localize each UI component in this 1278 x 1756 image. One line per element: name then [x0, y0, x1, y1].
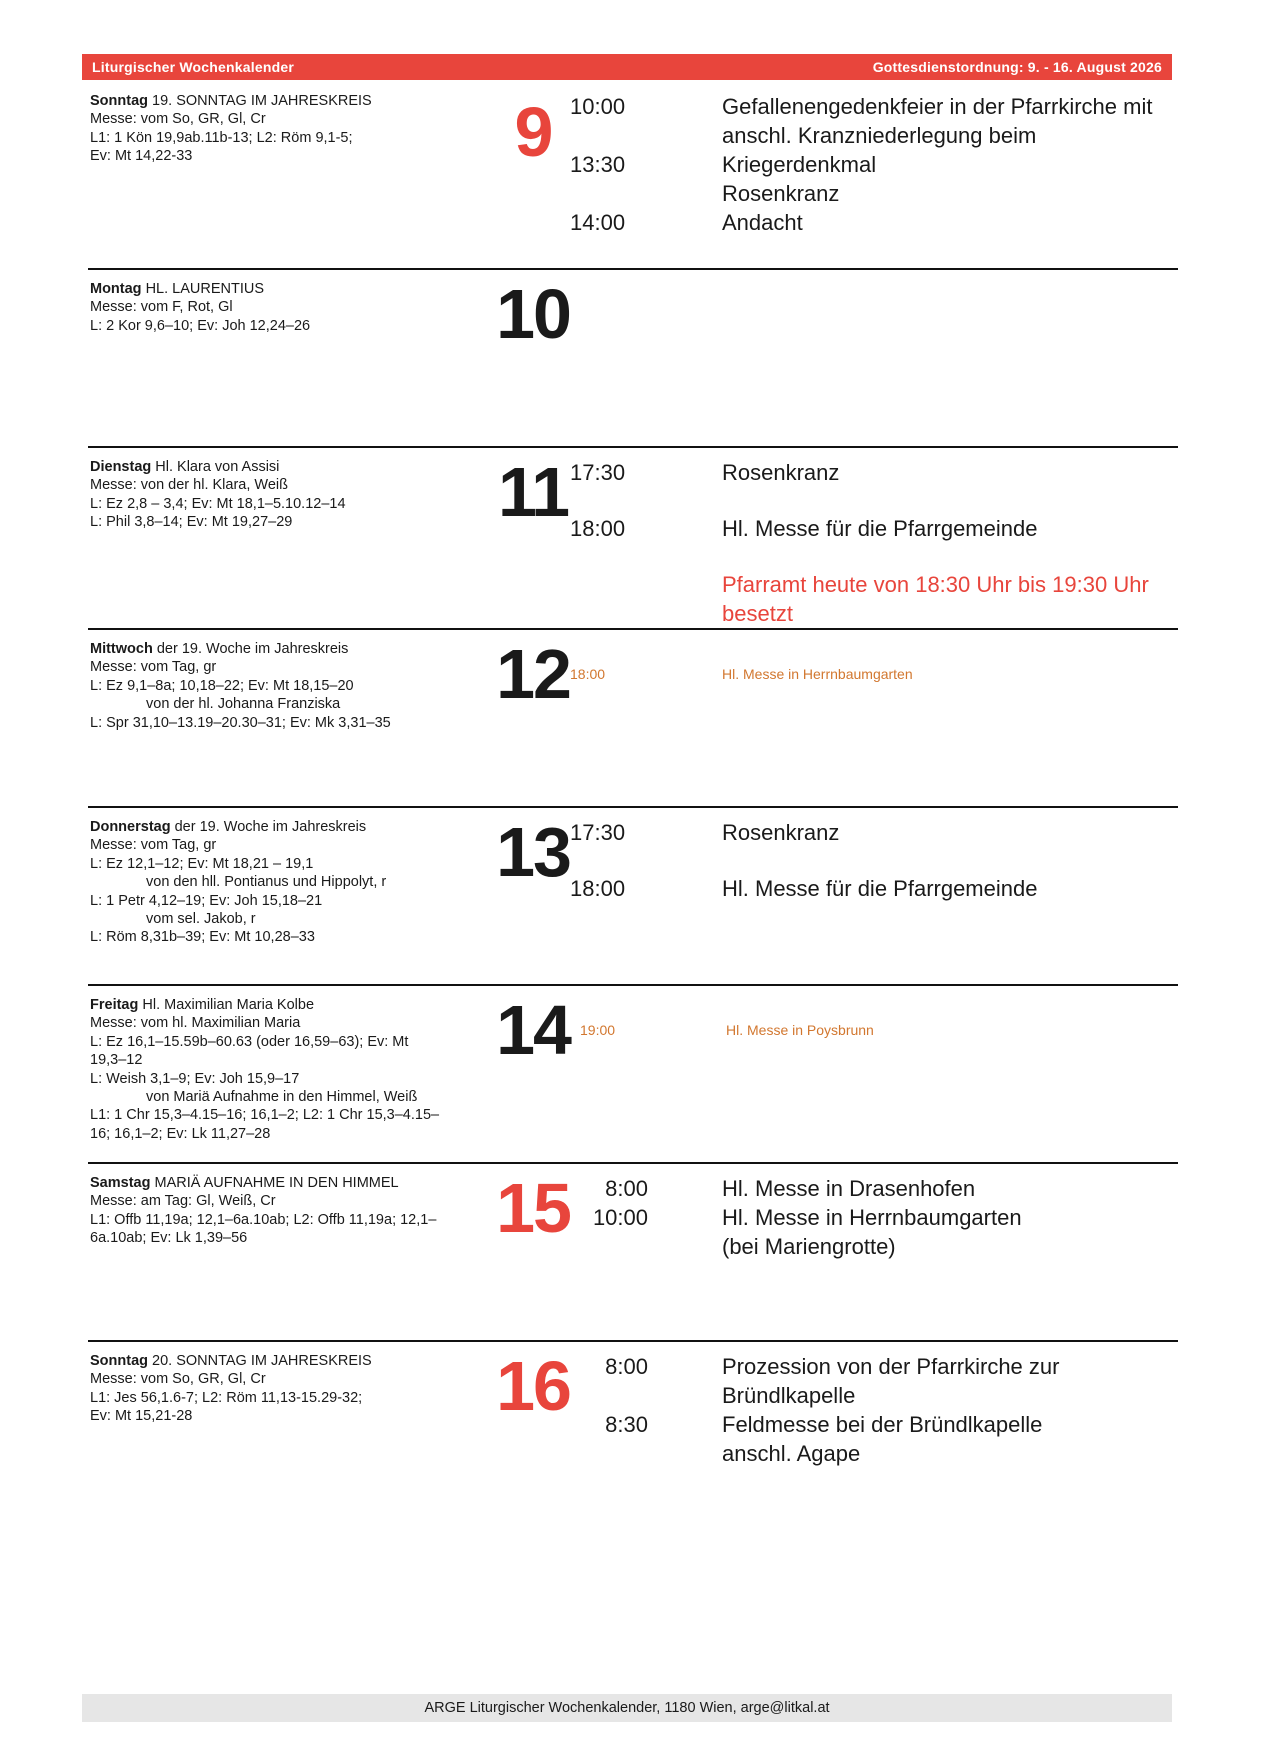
- day-number: 14: [496, 991, 570, 1069]
- event-text: Hl. Messe für die Pfarrgemeinde: [722, 516, 1038, 541]
- info-line: Messe: vom So, GR, Gl, Cr: [90, 1371, 266, 1388]
- event-time: 13:30: [570, 152, 626, 177]
- event-times: [518, 1174, 648, 1232]
- event-text: Hl. Messe in Herrnbaumgarten: [722, 666, 913, 682]
- event-text: Hl. Messe für die Pfarrgemeinde: [722, 876, 1038, 901]
- day-title: 19. SONNTAG IM JAHRESKREIS: [152, 93, 372, 109]
- header-bar: [82, 54, 1172, 80]
- weekday: Dienstag: [90, 459, 152, 475]
- day-number: 15: [496, 1169, 570, 1247]
- info-line: Ev: Mt 15,21-28: [90, 1408, 193, 1425]
- event-list: [726, 1016, 1166, 1045]
- event-time: 17:30: [570, 820, 626, 845]
- info-line: Messe: vom So, GR, Gl, Cr: [90, 111, 266, 128]
- day-info: [90, 458, 450, 532]
- day-title: Hl. Maximilian Maria Kolbe: [142, 997, 315, 1013]
- event-list: [722, 1352, 1102, 1468]
- event-times: [570, 818, 690, 903]
- info-line: L: Ez 9,1–8a; 10,18–22; Ev: Mt 18,15–20: [90, 677, 354, 694]
- info-line: vom sel. Jakob, r: [146, 911, 256, 928]
- event-times: [570, 458, 690, 543]
- weekday: Sonntag: [90, 1353, 148, 1369]
- info-line: von Mariä Aufnahme in den Himmel, Weiß: [146, 1089, 418, 1106]
- day-number: 13: [496, 813, 570, 891]
- event-times: [580, 1016, 700, 1045]
- day-block-12: [88, 628, 1178, 808]
- event-text: Hl. Messe in Poysbrunn: [726, 1022, 874, 1038]
- event-time: 17:30: [570, 460, 626, 485]
- event-time: 18:00: [570, 666, 606, 682]
- day-info: [90, 92, 450, 166]
- day-info: [90, 996, 440, 1143]
- day-info: [90, 1174, 440, 1248]
- event-time: 18:00: [570, 516, 626, 541]
- event-time: 8:00: [605, 1176, 648, 1201]
- event-list: [722, 660, 1162, 689]
- day-block-13: [88, 806, 1178, 986]
- info-line: L: Röm 8,31b–39; Ev: Mt 10,28–33: [90, 929, 315, 946]
- event-time: 19:00: [580, 1022, 616, 1038]
- event-times: [570, 92, 690, 179]
- weekday: Montag: [90, 281, 142, 297]
- info-line: L: Weish 3,1–9; Ev: Joh 15,9–17: [90, 1070, 300, 1087]
- day-title: der 19. Woche im Jahreskreis: [174, 819, 367, 835]
- event-times: [570, 660, 690, 689]
- info-line: L: Spr 31,10–13.19–20.30–31; Ev: Mk 3,31–35: [90, 714, 391, 731]
- day-title: der 19. Woche im Jahreskreis: [156, 641, 349, 657]
- day-title: MARIÄ AUFNAHME IN DEN HIMMEL: [154, 1175, 399, 1191]
- event-time: 18:00: [570, 876, 626, 901]
- day-title: HL. LAURENTIUS: [145, 281, 265, 297]
- day-block-14: [88, 984, 1178, 1164]
- office-hours-notice: Pfarramt heute von 18:30 Uhr bis 19:30 Uhr besetzt: [722, 572, 1149, 626]
- footer-text: ARGE Liturgischer Wochenkalender, 1180 Wien, arge@litkal.at: [424, 1700, 830, 1716]
- event-text: Gefallenengedenkfeier in der Pfarrkirche mit anschl. Kranzniederlegung beim Kriegerdenkmal: [722, 94, 1153, 177]
- info-line: L: 1 Petr 4,12–19; Ev: Joh 15,18–21: [90, 892, 323, 909]
- day-block-10: [88, 268, 1178, 448]
- weekday: Freitag: [90, 997, 139, 1013]
- event-times: [518, 1352, 648, 1439]
- info-line: von den hll. Pontianus und Hippolyt, r: [146, 874, 387, 891]
- event-list: [722, 179, 1162, 237]
- info-line: Messe: vom F, Rot, Gl: [90, 299, 233, 316]
- day-title: 20. SONNTAG IM JAHRESKREIS: [152, 1353, 372, 1369]
- day-info: [90, 818, 450, 947]
- day-title: Hl. Klara von Assisi: [155, 459, 280, 475]
- event-times: [570, 208, 690, 237]
- info-line: Messe: vom hl. Maximilian Maria: [90, 1015, 301, 1032]
- event-text: Andacht: [722, 210, 803, 235]
- day-number: 12: [496, 635, 570, 713]
- day-number: 16: [496, 1347, 570, 1425]
- info-line: L1: 1 Chr 15,3–4.15–16; 16,1–2; L2: 1 Chr 15,3–4.15–16; 16,1–2; Ev: Lk 11,27–28: [90, 1107, 440, 1142]
- day-block-16: [88, 1340, 1178, 1512]
- info-line: L1: 1 Kön 19,9ab.11b-13; L2: Röm 9,1-5;: [90, 129, 353, 146]
- event-text: Rosenkranz: [722, 181, 840, 206]
- event-text: Rosenkranz: [722, 460, 840, 485]
- info-line: von der hl. Johanna Franziska: [146, 696, 341, 713]
- info-line: L: Ez 2,8 – 3,4; Ev: Mt 18,1–5.10.12–14: [90, 495, 346, 512]
- header-right-title: Gottesdienstordnung: 9. - 16. August 2026: [872, 59, 1162, 75]
- info-line: Messe: vom Tag, gr: [90, 837, 217, 854]
- info-line: L1: Offb 11,19a; 12,1–6a.10ab; L2: Offb 11,19a; 12,1–6a.10ab; Ev: Lk 1,39–56: [90, 1211, 437, 1247]
- info-line: L: 2 Kor 9,6–10; Ev: Joh 12,24–26: [90, 317, 311, 334]
- footer-bar: [82, 1694, 1172, 1722]
- weekday: Samstag: [90, 1175, 151, 1191]
- day-info: [90, 1352, 450, 1426]
- info-line: Messe: am Tag: Gl, Weiß, Cr: [90, 1193, 276, 1210]
- event-list: [722, 1174, 1162, 1261]
- event-time: 14:00: [570, 210, 626, 235]
- day-info: [90, 640, 450, 732]
- day-number: 9: [514, 93, 552, 171]
- info-line: Messe: vom Tag, gr: [90, 659, 217, 676]
- event-list: [722, 458, 1162, 628]
- event-time: 10:00: [592, 1205, 648, 1230]
- day-block-15: [88, 1162, 1178, 1342]
- day-block-9: [88, 82, 1178, 268]
- event-time: 10:00: [570, 94, 626, 119]
- info-line: L: Phil 3,8–14; Ev: Mt 19,27–29: [90, 514, 293, 531]
- event-time: 8:00: [605, 1354, 648, 1379]
- day-info: [90, 280, 450, 335]
- event-text: Hl. Messe in Drasenhofen: [722, 1176, 976, 1201]
- event-time: 8:30: [605, 1412, 648, 1437]
- event-text: Feldmesse bei der Bründlkapelle anschl. Agape: [722, 1412, 1043, 1466]
- event-list: [722, 818, 1162, 903]
- info-line: Messe: von der hl. Klara, Weiß: [90, 477, 288, 494]
- info-line: Ev: Mt 14,22-33: [90, 148, 193, 165]
- event-text: Hl. Messe in Herrnbaumgarten (bei Mariengrotte): [722, 1205, 1022, 1259]
- event-list: [722, 92, 1162, 179]
- event-text: Rosenkranz: [722, 820, 840, 845]
- day-block-11: [88, 446, 1178, 630]
- info-line: L: Ez 16,1–15.59b–60.63 (oder 16,59–63); Ev: Mt 19,3–12: [90, 1033, 409, 1069]
- weekday: Mittwoch: [90, 641, 153, 657]
- info-line: L1: Jes 56,1.6-7; L2: Röm 11,13-15.29-32;: [90, 1389, 363, 1406]
- weekday: Donnerstag: [90, 819, 171, 835]
- weekday: Sonntag: [90, 93, 148, 109]
- event-text: Prozession von der Pfarrkirche zur Bründlkapelle: [722, 1354, 1060, 1408]
- day-number: 11: [498, 453, 568, 531]
- day-number: 10: [496, 275, 570, 353]
- info-line: L: Ez 12,1–12; Ev: Mt 18,21 – 19,1: [90, 855, 314, 872]
- header-left-title: Liturgischer Wochenkalender: [92, 59, 294, 75]
